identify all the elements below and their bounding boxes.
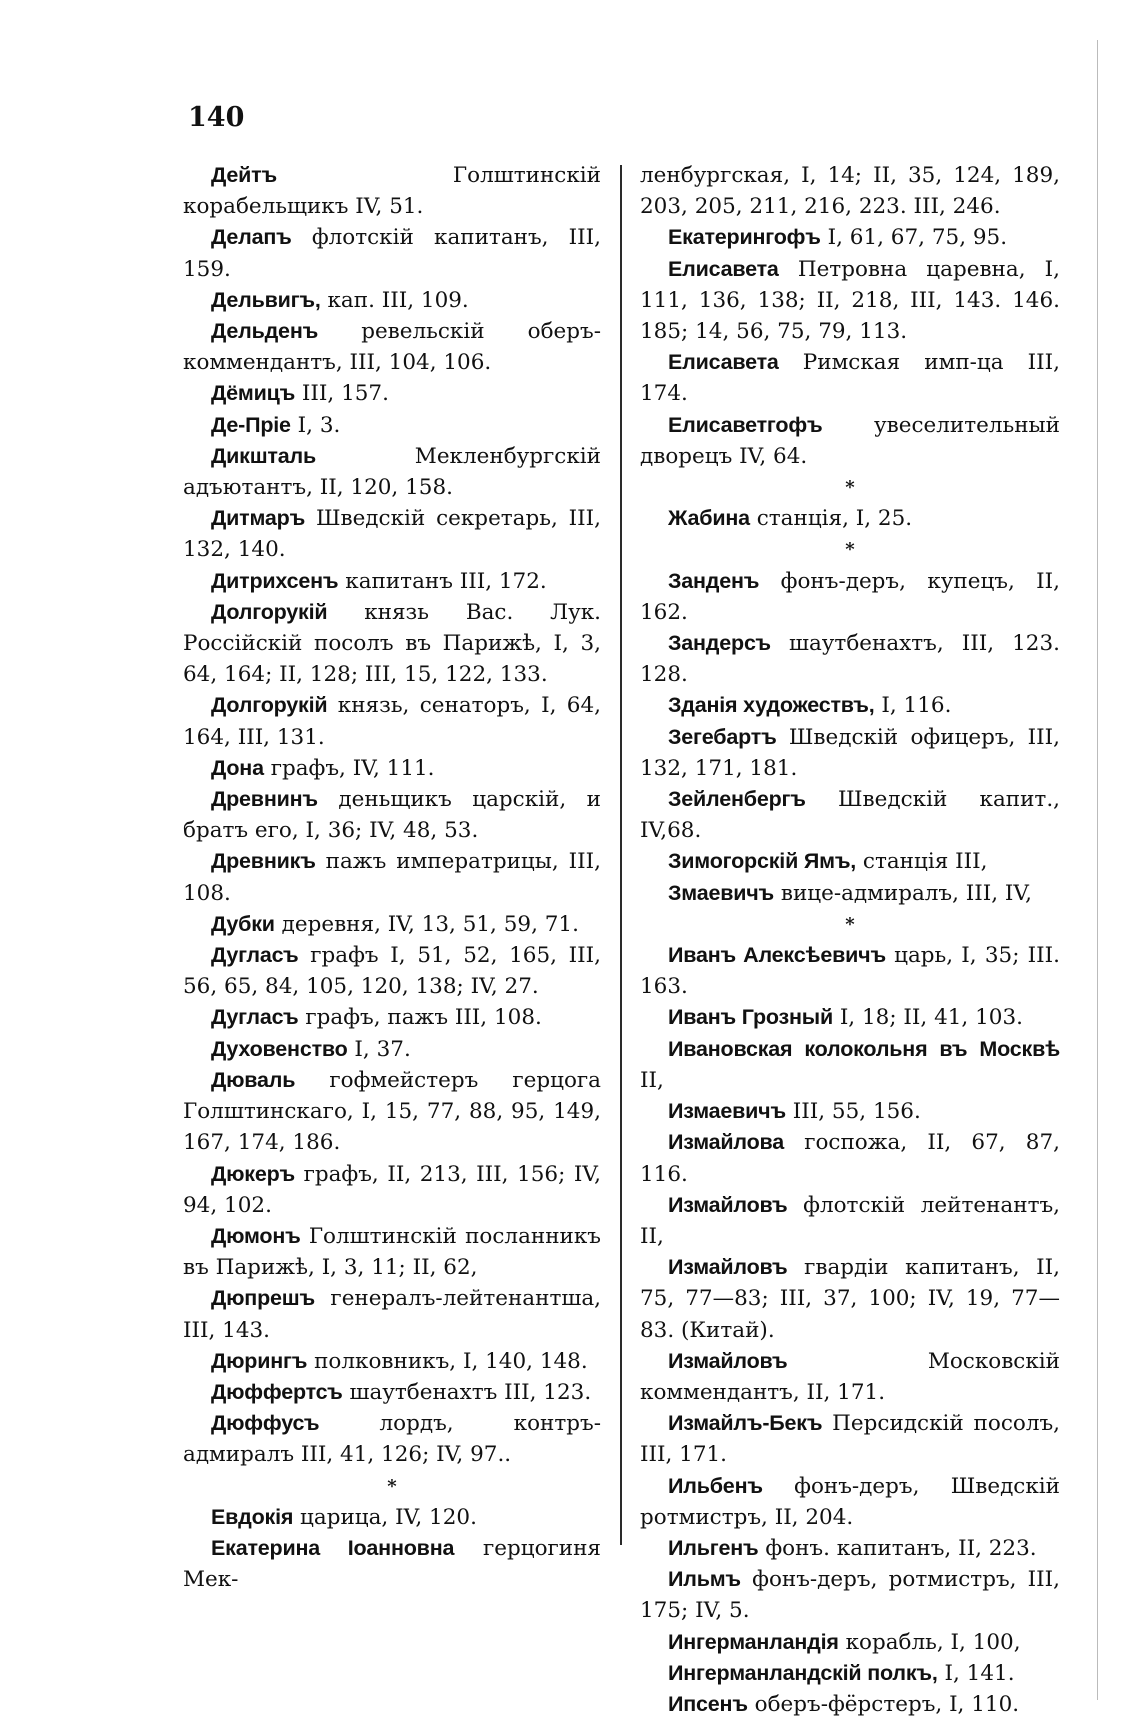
entry-references: царица, IV, 120. [293,1504,477,1530]
entry-headword: Ингерманландскій полкъ, [668,1660,938,1685]
index-entry [640,222,1060,253]
entry-references: I, 18; II, 41, 103. [832,1005,1023,1031]
entry-references: оберъ-фёрстеръ, I, 110. [747,1691,1020,1717]
entry-references: лордъ, контръ-адмиралъ III, 41, 126; IV, 97.. [183,1411,601,1468]
index-entry [640,347,1060,409]
index-entry [640,1127,1060,1189]
entry-references: графъ, II, 213, III, 156; IV, 94, 102. [183,1161,601,1218]
entry-references: Московскій коммендантъ, II, 171. [640,1348,1060,1405]
index-entry [640,1471,1060,1533]
index-entry [640,690,1060,721]
index-entry [183,441,601,503]
entry-headword: Зимогорскій Ямъ, [668,849,857,874]
entry-references: фонъ-деръ, купецъ, II, 162. [640,568,1060,625]
entry-references: II, [640,1067,664,1093]
index-entry [183,1283,601,1345]
entry-references: I, 61, 67, 75, 95. [820,225,1008,251]
index-column-left [183,160,601,1595]
entry-references: ленбургская, I, 14; II, 35, 124, 189, 203, 205, 211, 216, 223. III, 246. [640,163,1060,220]
index-entry [183,222,601,284]
entry-references: вице-адмиралъ, III, IV, [774,880,1033,906]
index-entry [183,597,601,691]
entry-headword: Долгорукій [211,693,328,718]
entry-references: I, 116. [874,693,952,719]
entry-references: ревельскій оберъ-коммендантъ, III, 104, 106. [183,319,601,376]
entry-references: фонъ-деръ, Шведскій ротмистръ, II, 204. [640,1473,1060,1530]
entry-references: флотскій капитанъ, III, 159. [183,225,601,282]
entry-references: князь, сенаторъ, I, 64, 164, III, 131. [183,693,601,750]
entry-references: Шведскій офицеръ, III, 132, 171, 181. [640,724,1060,781]
entry-headword: Дёмицъ [211,381,296,406]
index-entry [183,410,601,441]
entry-headword: Дубки [211,911,275,936]
entry-references: деньщикъ царскій, и братъ его, I, 36; IV, 48, 53. [183,787,601,844]
entry-references: царь, I, 35; III. 163. [640,943,1060,1000]
section-separator: * [387,1475,397,1497]
entry-headword: Дюпрешъ [211,1286,315,1311]
index-entry [183,1408,601,1470]
entry-headword: Змаевичъ [668,880,774,905]
index-entry [640,784,1060,846]
index-entry [640,1533,1060,1564]
index-entry [183,1221,601,1283]
section-separator: * [845,539,855,561]
index-entry [640,1096,1060,1127]
entry-headword: Духовенство [211,1036,348,1061]
entry-headword: Древникъ [211,849,316,874]
column-divider [620,165,622,1545]
entry-headword: Зегебартъ [668,724,777,749]
index-entry [640,254,1060,348]
index-entry [183,940,601,1002]
index-entry [640,1564,1060,1626]
page-number: 140 [188,102,245,133]
entry-references: капитанъ III, 172. [338,568,547,594]
index-column-right [640,160,1060,1720]
index-entry [183,503,601,565]
entry-headword: Дитрихсенъ [211,568,339,593]
entry-headword: Елисавета [668,256,779,281]
entry-headword: Ипсенъ [668,1691,748,1716]
entry-headword: Иванъ Грозный [668,1005,833,1030]
entry-headword: Дугласъ [211,943,299,968]
index-entry [183,1159,601,1221]
index-entry [183,753,601,784]
index-entry [640,566,1060,628]
entry-references: станція III, [856,849,988,875]
index-entry [640,722,1060,784]
entry-references: гвардіи капитанъ, II, 75, 77—83; III, 37, 100; IV, 19, 77—83. (Китай). [640,1255,1060,1343]
entry-headword: Елисаветгофъ [668,412,823,437]
entry-headword: Ильмъ [668,1567,741,1592]
entry-headword: Измайловъ [668,1192,788,1217]
entry-references: Шведскій секретарь, III, 132, 140. [183,506,601,563]
entry-references: князь Вас. Лук. Россійскій посолъ въ Парижѣ, I, 3, 64, 164; II, 128; III, 15, 122, 133. [183,599,601,688]
entry-headword: Дейтъ [211,163,277,187]
index-entry [183,1034,601,1065]
entry-headword: Измайлъ-Бекъ [668,1411,823,1436]
entry-references: Петровна царевна, I, 111, 136, 138; II, 218, III, 143. 146. 185; 14, 56, 75, 79, 113. [640,256,1060,345]
index-entry [640,846,1060,877]
index-entry [183,378,601,409]
index-entry [640,1658,1060,1689]
index-entry [183,784,601,846]
entry-references: флотскій лейтенантъ, II, [640,1192,1060,1249]
entry-references: Шведскій капит., IV,68. [640,787,1060,844]
index-entry [183,1346,601,1377]
entry-references: герцогиня Мек- [183,1535,601,1593]
entry-headword: Дюрингъ [211,1348,308,1373]
index-entry [183,285,601,316]
entry-headword: Измайловъ [668,1255,788,1280]
entry-headword: Ингерманландія [668,1629,839,1654]
index-entry [640,160,1060,222]
entry-headword: Евдокія [211,1504,294,1529]
entry-headword: Елисавета [668,350,779,375]
entry-headword: Де-Прiе [211,412,291,437]
index-entry [183,566,601,597]
entry-references: I, 37. [347,1036,411,1062]
entry-headword: Дельвигъ, [211,287,321,312]
index-entry [183,1502,601,1533]
entry-references: графъ, пажъ III, 108. [298,1005,542,1031]
index-entry [640,410,1060,472]
entry-references: III, 157. [295,381,389,407]
entry-headword: Дельденъ [211,319,319,344]
entry-references: генералъ-лейтенантша, III, 143. [183,1286,601,1343]
entry-headword: Екатерина Іоанновна [211,1535,455,1560]
index-entry [183,1377,601,1408]
entry-references: фонъ-деръ, ротмистръ, III, 175; IV, 5. [640,1567,1060,1624]
entry-references: деревня, IV, 13, 51, 59, 71. [274,911,579,937]
entry-headword: Жабина [668,506,750,531]
entry-references: станція, I, 25. [749,506,913,532]
index-entry [183,1065,601,1159]
entry-headword: Дюмонъ [211,1223,301,1248]
entry-headword: Дюффертсъ [211,1379,343,1404]
entry-headword: Ильбенъ [668,1473,763,1498]
entry-references: увеселительный дворецъ IV, 64. [640,412,1060,469]
entry-headword: Измайловъ [668,1348,788,1373]
entry-headword: Измайлова [668,1130,784,1155]
entry-headword: Ивановская колокольня въ Москвѣ [668,1036,1060,1061]
index-entry [183,1533,601,1595]
index-entry [183,846,601,908]
entry-headword: Делапъ [211,225,292,250]
entry-references: графъ I, 51, 52, 165, III, 56, 65, 84, 105, 120, 138; IV, 27. [183,943,601,1000]
entry-references: I, 3. [290,412,341,438]
entry-references: фонъ. капитанъ, II, 223. [758,1535,1037,1561]
entry-references: кап. III, 109. [320,287,469,313]
index-entry [183,690,601,752]
index-entry [640,1002,1060,1033]
entry-headword: Измаевичъ [668,1099,786,1124]
entry-headword: Ильгенъ [668,1535,759,1560]
entry-references: графъ, IV, 111. [263,755,435,781]
entry-references: шаутбенахтъ, III, 123. 128. [640,631,1060,688]
entry-references: госпожа, II, 67, 87, 116. [640,1130,1060,1187]
entry-headword: Дикшталь [211,443,316,468]
entry-references: Персидскій посолъ, III, 171. [640,1411,1060,1468]
page-edge-line [1097,40,1098,1700]
entry-headword: Дюффусъ [211,1411,320,1436]
index-entry [640,1346,1060,1408]
entry-headword: Иванъ Алексѣевичъ [668,943,886,968]
index-entry [640,940,1060,1002]
section-separator: * [845,913,855,935]
entry-headword: Дюкеръ [211,1161,296,1186]
index-entry [640,878,1060,909]
index-entry [183,909,601,940]
entry-references: корабль, I, 100, [838,1629,1021,1655]
entry-headword: Дона [211,755,264,780]
entry-references: шаутбенахтъ III, 123. [342,1379,592,1405]
index-entry [640,1252,1060,1346]
index-entry [183,316,601,378]
entry-references: III, 55, 156. [785,1099,921,1125]
entry-headword: Дугласъ [211,1005,299,1030]
entry-headword: Долгорукій [211,599,328,624]
entry-headword: Зданія художествъ, [668,693,875,718]
entry-references: гофмейстеръ герцога Голштинскаго, I, 15, 77, 88, 95, 149, 167, 174, 186. [183,1067,601,1156]
entry-headword: Дитмаръ [211,506,306,531]
section-separator: * [845,477,855,499]
index-entry [640,1034,1060,1096]
entry-headword: Зандерсъ [668,631,771,656]
entry-references: полковникъ, I, 140, 148. [307,1348,588,1374]
entry-headword: Дюваль [211,1067,296,1092]
index-entry [640,1627,1060,1658]
entry-references: I, 141. [937,1660,1015,1686]
entry-references: Голштинскій корабельщикъ IV, 51. [183,163,601,220]
entry-headword: Древнинъ [211,787,318,812]
index-entry [640,1689,1060,1720]
entry-references: Голштинскій посланникъ въ Парижѣ, I, 3, 11; II, 62, [183,1223,601,1281]
index-entry [640,1408,1060,1470]
entry-references: пажъ императрицы, III, 108. [183,849,601,906]
entry-headword: Занденъ [668,568,760,593]
entry-headword: Екатерингофъ [668,225,821,250]
entry-references: Мекленбургскій адъютантъ, II, 120, 158. [183,443,601,501]
index-entry [640,503,1060,534]
index-entry [640,1190,1060,1252]
index-entry [183,160,601,222]
index-entry [640,628,1060,690]
entry-references: Римская имп-ца III, 174. [640,350,1060,407]
index-entry [183,1002,601,1033]
entry-headword: Зейленбергъ [668,787,806,812]
